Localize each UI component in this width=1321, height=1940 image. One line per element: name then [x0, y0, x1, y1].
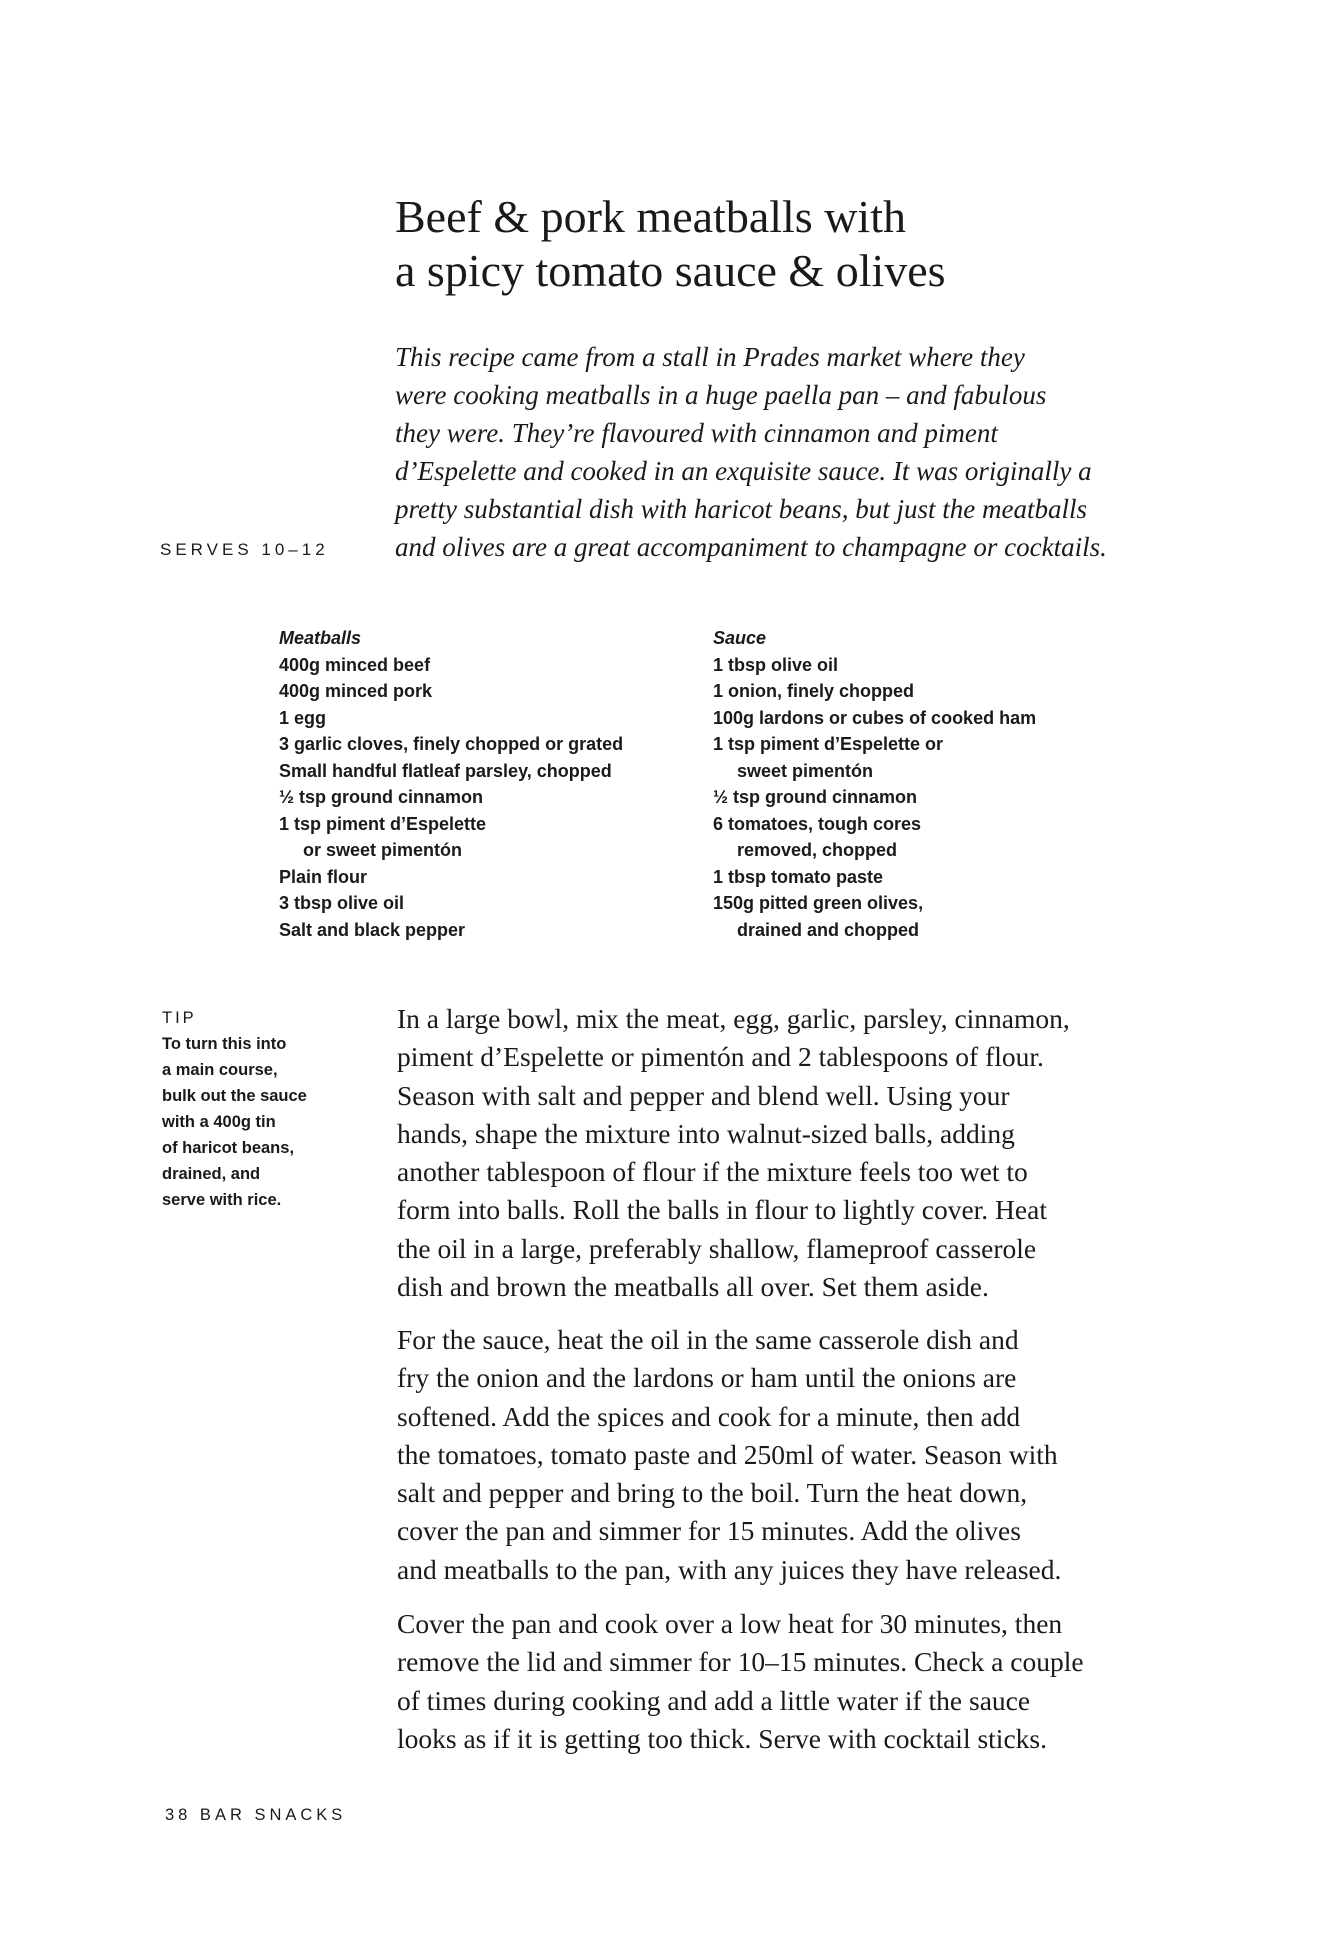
ingredient-item: 1 tbsp tomato paste	[713, 866, 884, 887]
intro-line: were cooking meatballs in a huge paella pan – and fabulous	[395, 380, 1047, 410]
method-line: For the sauce, heat the oil in the same casserole dish and	[397, 1324, 1019, 1355]
tip-line: a main course,	[162, 1061, 278, 1079]
ingredient-item: 1 onion, finely chopped	[713, 681, 915, 701]
ingredient-item: or sweet pimentón	[303, 840, 463, 860]
method-line: fry the onion and the lardons or ham until the onions are	[397, 1362, 1017, 1394]
tip-line: serve with rice.	[162, 1191, 282, 1209]
recipe-title	[395, 190, 1195, 298]
ingredient-item: Small handful flatleaf parsley, chopped	[279, 760, 612, 781]
method-paragraph-1	[397, 1000, 1197, 1306]
sauce-heading: Sauce	[713, 628, 767, 648]
method-line: In a large bowl, mix the meat, egg, garlic, parsley, cinnamon,	[397, 1003, 1070, 1034]
ingredient-item: 1 tsp piment d’Espelette	[279, 813, 487, 834]
ingredient-item: Plain flour	[279, 866, 368, 887]
intro-line: d’Espelette and cooked in an exquisite sauce. It was originally a	[395, 456, 1092, 486]
method-line: cover the pan and simmer for 15 minutes. Add the olives	[397, 1515, 1021, 1547]
intro-line: This recipe came from a stall in Prades market where they	[395, 342, 1025, 372]
tip-line: of haricot beans,	[162, 1139, 295, 1157]
method-line: another tablespoon of flour if the mixture feels too wet to	[397, 1156, 1028, 1188]
tip-line: with a 400g tin	[162, 1113, 276, 1131]
method-line: hands, shape the mixture into walnut-sized balls, adding	[397, 1117, 1015, 1149]
method-paragraph-3	[397, 1605, 1197, 1758]
ingredient-item: ½ tsp ground cinnamon	[713, 787, 918, 807]
ingredient-item: 3 garlic cloves, finely chopped or grated	[279, 734, 624, 754]
title-line: a spicy tomato sauce & olives	[395, 245, 946, 296]
method-paragraph-2	[397, 1321, 1197, 1589]
method-line: form into balls. Roll the balls in flour to lightly cover. Heat	[397, 1194, 1047, 1226]
method-line: salt and pepper and bring to the boil. Turn the heat down,	[397, 1477, 1028, 1509]
ingredient-item: 400g minced beef	[279, 654, 431, 675]
ingredient-item: 1 egg	[279, 707, 327, 728]
ingredient-item: 3 tbsp olive oil	[279, 893, 405, 913]
ingredient-item: 400g minced pork	[279, 681, 433, 701]
method-line: the oil in a large, preferably shallow, flameproof casserole	[397, 1232, 1037, 1264]
tip-line: drained, and	[162, 1165, 261, 1183]
intro-line: they were. They’re flavoured with cinnamon and piment	[395, 418, 998, 448]
ingredient-item: drained and chopped	[737, 919, 920, 940]
page-footer: 38 BAR SNACKS	[165, 1806, 347, 1824]
meatballs-heading: Meatballs	[279, 628, 362, 648]
sauce-ingredient-list	[713, 625, 1133, 943]
ingredient-item: 6 tomatoes, tough cores	[713, 813, 922, 834]
method-line: of times during cooking and add a little water if the sauce	[397, 1684, 1031, 1716]
method-line: remove the lid and simmer for 10–15 minutes. Check a couple	[397, 1646, 1084, 1678]
tip-label: TIP	[162, 1009, 197, 1027]
method-line: dish and brown the meatballs all over. Set them aside.	[397, 1271, 989, 1303]
ingredient-item: 1 tsp piment d’Espelette or	[713, 734, 944, 754]
method-line: and meatballs to the pan, with any juices they have released.	[397, 1553, 1062, 1585]
method-line: Season with salt and pepper and blend well. Using your	[397, 1079, 1010, 1111]
tip-line: bulk out the sauce	[162, 1087, 307, 1105]
meatballs-ingredient-list	[279, 625, 699, 943]
ingredient-item: 100g lardons or cubes of cooked ham	[713, 707, 1037, 728]
serves-label: SERVES 10–12	[160, 540, 329, 559]
method-line: softened. Add the spices and cook for a minute, then add	[397, 1400, 1021, 1432]
method-line: piment d’Espelette or pimentón and 2 tablespoons of flour.	[397, 1041, 1044, 1073]
recipe-intro	[395, 338, 1195, 566]
ingredient-item: 1 tbsp olive oil	[713, 654, 839, 675]
title-line: Beef & pork meatballs with	[395, 191, 906, 242]
ingredient-item: removed, chopped	[737, 840, 898, 860]
intro-line: and olives are a great accompaniment to champagne or cocktails.	[395, 532, 1107, 562]
ingredient-item: 150g pitted green olives,	[713, 893, 924, 913]
tip-box	[162, 1005, 362, 1213]
ingredient-item: Salt and black pepper	[279, 919, 466, 940]
method-line: looks as if it is getting too thick. Serve with cocktail sticks.	[397, 1722, 1047, 1754]
ingredient-item: sweet pimentón	[737, 760, 874, 781]
ingredient-item: ½ tsp ground cinnamon	[279, 787, 484, 807]
tip-line: To turn this into	[162, 1035, 287, 1053]
intro-line: pretty substantial dish with haricot beans, but just the meatballs	[395, 494, 1087, 524]
method-line: the tomatoes, tomato paste and 250ml of water. Season with	[397, 1438, 1058, 1470]
method-line: Cover the pan and cook over a low heat for 30 minutes, then	[397, 1608, 1063, 1639]
